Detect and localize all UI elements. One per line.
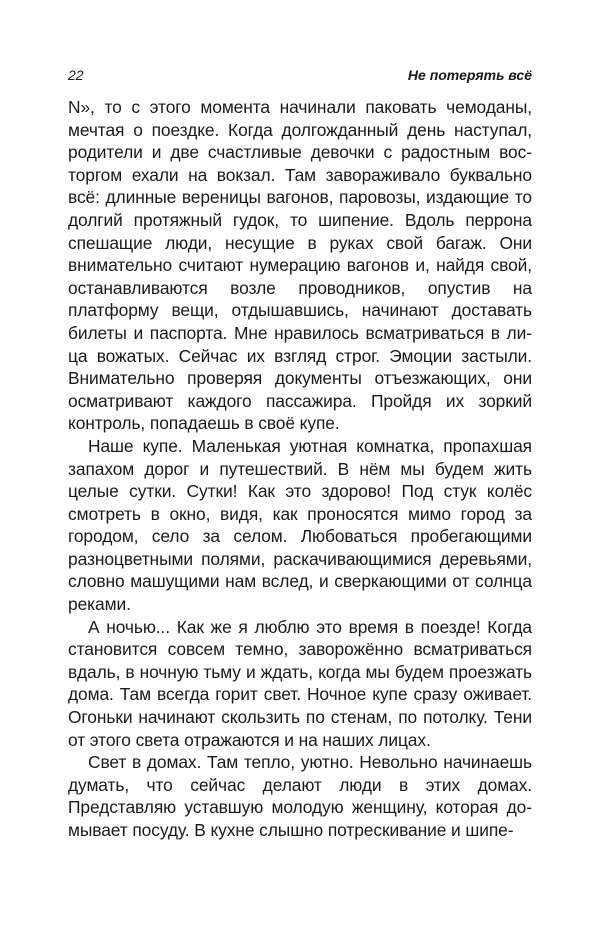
paragraph-1: N», то с этого момента начинали паковать чемоданы, мечтая о поездке. Когда долгожданный день наступал, родители и две счастливые девочки с радостным восторгом ехали на вокзал. Там завораживало буквально всё: длинные вереницы вагонов, паровозы, издающие то долгий протяжный гудок, то шипение. Вдоль перрона спешащие люди, несущие в руках свой багаж. Они внимательно считают нумерацию вагонов и, найдя свой, останавливаются возле проводников, опустив на платформу вещи, отдышавшись, начинают доставать билеты и паспорта. Мне нравилось всматриваться в лица вожатых. Сейчас их взгляд строг. Эмоции застыли. Внимательно проверяя документы отъезжающих, они осматривают каждого пассажира. Пройдя их зоркий контроль, попадаешь в своё купе.	[68, 97, 532, 434]
paragraph-3: А ночью... Как же я люблю это время в поезде! Когда становится совсем темно, заворожённо всматриваться вдаль, в ночную тьму и ждать, когда мы будем проезжать дома. Там всегда горит свет. Ночное купе сразу оживает. Огоньки начинают скользить по стенам, по потолку. Тени от этого света отражаются и на наших лицах.	[68, 616, 532, 750]
paragraph-4: Свет в домах. Там тепло, уютно. Невольно начинаешь думать, что сейчас делают люди в этих домах. Представляю уставшую молодую женщину, которая домывает посуду. В кухне слышно потрескивание и шипе-	[68, 752, 532, 840]
paragraph-2: Наше купе. Маленькая уютная комнатка, пропахшая запахом дорог и путешествий. В нём мы будем жить целые сутки. Сутки! Как это здорово! Под стук колёс смотреть в окно, видя, как проносятся мимо город за городом, село за селом. Любоваться пробегающими разноцветными полями, раскачивающимися деревьями, словно машущими нам вслед, и сверкающими от солнца реками.	[68, 435, 532, 615]
chapter-title: Не потерять всё	[407, 67, 532, 83]
book-page	[68, 66, 532, 842]
page-number: 22	[68, 67, 84, 83]
body-text	[68, 96, 532, 842]
running-head	[68, 66, 532, 84]
